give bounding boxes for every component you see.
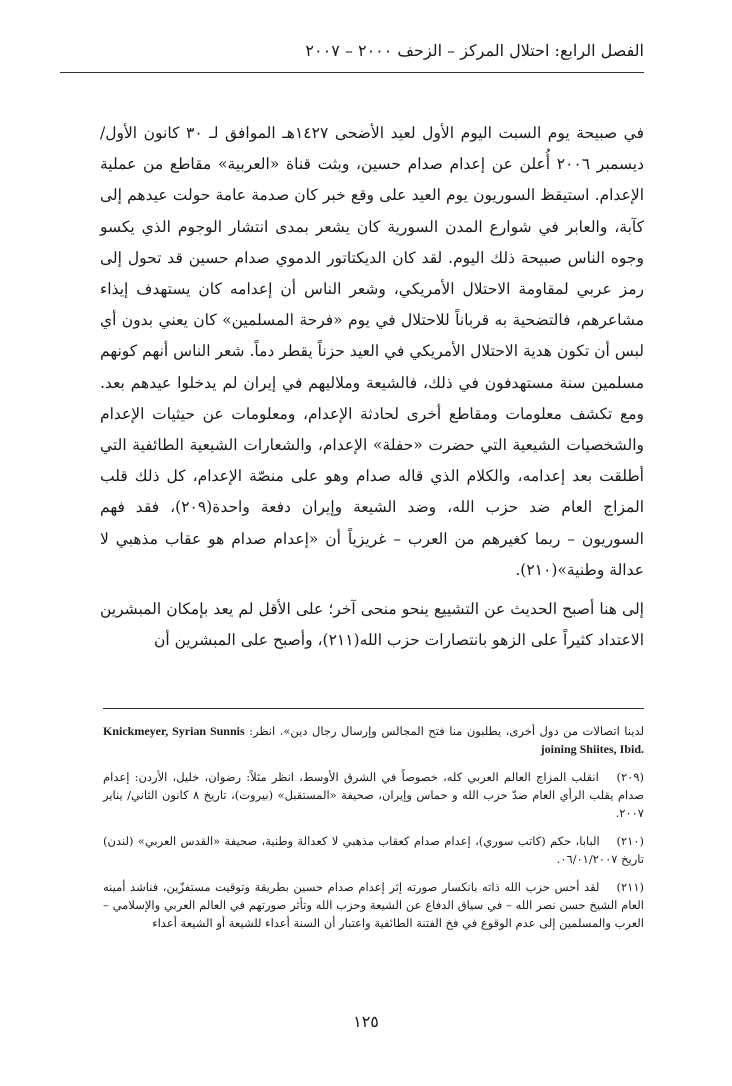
footnote-text: البابا، حكم (كاتب سوري)، إعدام صدام كعقاب مذهبي لا كعدالة وطنية، صحيفة «القدس العربي» (لندن) تاريخ ٠٦/٠١/٢٠٠٧. bbox=[103, 834, 644, 866]
footnote-continuation bbox=[103, 722, 644, 758]
footnote bbox=[103, 832, 644, 868]
footnotes bbox=[103, 722, 644, 942]
footnote-number: (٢٠٩) bbox=[616, 770, 644, 784]
footnote-number: (٢١١) bbox=[616, 880, 645, 894]
footnote-citation: Knickmeyer, Syrian Sunnis joining Shiites, Ibid. bbox=[103, 724, 644, 756]
running-header: الفصل الرابع: احتلال المركز – الزحف ٢٠٠٠ – ٢٠٠٧ bbox=[305, 41, 644, 60]
main-text bbox=[100, 118, 644, 656]
footnote bbox=[103, 878, 644, 932]
footnote-text: انقلب المزاج العالم العربي كله، خصوصاً في الشرق الأوسط، انظر مثلاً: رضوان، خليل، الأردن: إعدام صدام يقلب الرأي العام ضدّ حزب الله و حماس وإيران، صحيفة «المستقبل» (بيروت)، تاريخ ٨ كانون الثاني/ يناير ٢٠٠٧. bbox=[103, 770, 644, 820]
footnote-text: لقد أحس حزب الله ذاته بانكسار صورته إثر إعدام صدام حسين بطريقة وتوقيت مستفزّين، فناشد أمينه العام الشيخ حسن نصر الله – في سياق الدفاع عن الشيعة وحزب الله وتأثر صورتهم في العالم العربي والإسلامي – العرب والمسلمين إلى عدم الوقوع في فخ الفتنة الطائفية واعتبار أن السنة أعداء للشيعة أو الشيعة أعداء bbox=[103, 880, 644, 930]
page-number: ١٢٥ bbox=[353, 1012, 379, 1031]
footnote bbox=[103, 768, 644, 822]
paragraph: في صبيحة يوم السبت اليوم الأول لعيد الأضحى ١٤٢٧هـ الموافق لـ ٣٠ كانون الأول/ ديسمبر ٢٠٠٦ أُعلن عن إعدام صدام حسين، وبثت قناة «العربية» مقاطع من عملية الإعدام. استيقظ السوريون يوم العيد على وقع خبر كان صدمة عامة حولت عيدهم إلى كآبة، والعابر في شوارع المدن السورية كان يشعر بمدى انتشار الوجوم الذي يكسو وجوه الناس صبيحة ذلك اليوم. لقد كان الديكتاتور الدموي صدام حسين قد تحول إلى رمز عربي لمقاومة الاحتلال الأمريكي، وشعر الناس أن إعدامه كان يستهدف إيذاء مشاعرهم، فالتضحية به قرباناً للاحتلال في يوم «فرحة المسلمين» كان يعني بدون أي لبس أن تكون هدية الاحتلال الأمريكي في العيد حزناً يقطر دماً. شعر الناس أنهم كونهم مسلمين سنة مستهدفون في ذلك، فالشيعة وملاليهم في إيران لم يدخلوا عيدهم بعد. ومع تكشف معلومات ومقاطع أخرى لحادثة الإعدام، ومعلومات عن حيثيات الإعدام والشخصيات الشيعية التي حضرت «حفلة» الإعدام، والشعارات الشيعية الطائفية التي أطلقت بعد إعدامه، والكلام الذي قاله صدام وهو على منصّة الإعدام، كل ذلك قلب المزاج العام ضد حزب الله، وضد الشيعة وإيران دفعة واحدة(٢٠٩)، فقد فهم السوريون – ربما كغيرهم من العرب – غريزياً أن «إعدام صدام هو عقاب مذهبي لا عدالة وطنية»(٢١٠). bbox=[100, 124, 644, 579]
footnote-continuation-text: لدينا اتصالات من دول أخرى، يطلبون منا فتح المجالس وإرسال رجال دين». انظر: bbox=[249, 724, 644, 738]
paragraph: إلى هنا أصبح الحديث عن التشييع ينحو منحى آخر؛ على الأقل لم يعد بإمكان المبشرين الاعتداد كثيراً على الزهو بانتصارات حزب الله(٢١١)، وأصبح على المبشرين أن bbox=[100, 600, 644, 650]
footnote-divider bbox=[103, 708, 644, 709]
header-divider bbox=[60, 72, 644, 73]
footnote-number: (٢١٠) bbox=[616, 834, 644, 848]
